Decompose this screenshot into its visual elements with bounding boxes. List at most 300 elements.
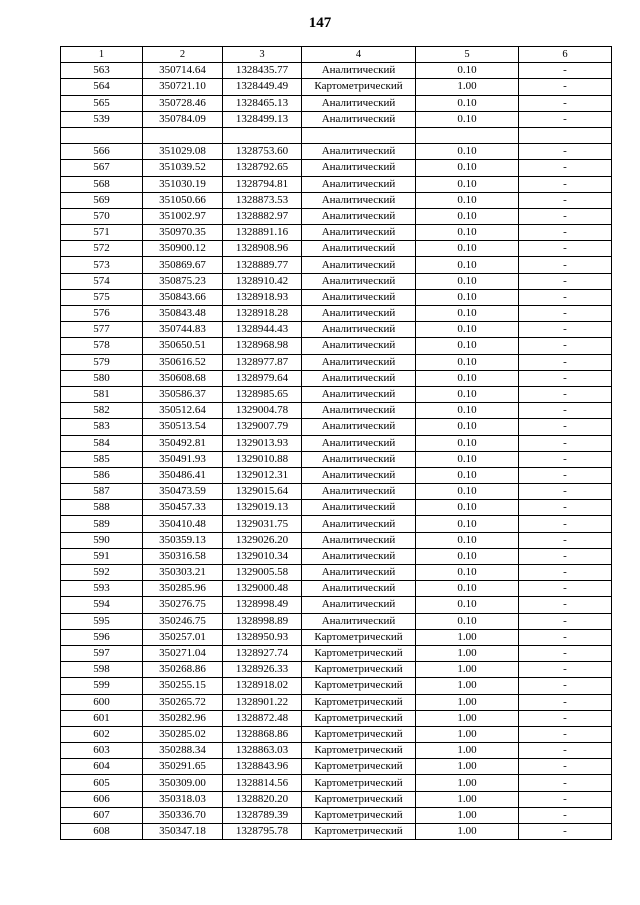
cell-note: -	[519, 273, 612, 289]
cell-coord-x: 350265.72	[143, 694, 223, 710]
cell-point-number: 571	[61, 225, 143, 241]
cell-point-number	[61, 127, 143, 143]
cell-coord-y: 1328998.89	[223, 613, 302, 629]
cell-point-number: 589	[61, 516, 143, 532]
cell-coord-x: 350336.70	[143, 807, 223, 823]
cell-note: -	[519, 241, 612, 257]
cell-method: Аналитический	[302, 95, 416, 111]
cell-coord-x: 350282.96	[143, 710, 223, 726]
cell-coord-x: 350246.75	[143, 613, 223, 629]
cell-method: Картометрический	[302, 710, 416, 726]
cell-coord-x: 350316.58	[143, 548, 223, 564]
cell-accuracy: 0.10	[416, 532, 519, 548]
cell-method: Картометрический	[302, 791, 416, 807]
cell-coord-x: 350288.34	[143, 743, 223, 759]
table-row	[61, 241, 612, 257]
cell-note: -	[519, 419, 612, 435]
cell-coord-y: 1328979.64	[223, 370, 302, 386]
cell-note: -	[519, 354, 612, 370]
cell-point-number: 605	[61, 775, 143, 791]
cell-point-number: 596	[61, 629, 143, 645]
cell-point-number: 588	[61, 500, 143, 516]
table-row	[61, 451, 612, 467]
column-header: 6	[519, 47, 612, 63]
cell-coord-y: 1329019.13	[223, 500, 302, 516]
cell-coord-y: 1329026.20	[223, 532, 302, 548]
cell-point-number: 597	[61, 645, 143, 661]
cell-method: Аналитический	[302, 144, 416, 160]
cell-note: -	[519, 322, 612, 338]
cell-coord-x: 350257.01	[143, 629, 223, 645]
cell-coord-x: 350512.64	[143, 403, 223, 419]
cell-note: -	[519, 548, 612, 564]
column-header: 1	[61, 47, 143, 63]
table-row	[61, 95, 612, 111]
cell-coord-y: 1328872.48	[223, 710, 302, 726]
cell-coord-y: 1328449.49	[223, 79, 302, 95]
table-row	[61, 726, 612, 742]
cell-coord-y: 1328950.93	[223, 629, 302, 645]
cell-coord-x: 350347.18	[143, 824, 223, 840]
cell-coord-y: 1328814.56	[223, 775, 302, 791]
cell-accuracy: 0.10	[416, 565, 519, 581]
cell-coord-y: 1328926.33	[223, 662, 302, 678]
cell-coord-y: 1329004.78	[223, 403, 302, 419]
cell-accuracy: 1.00	[416, 645, 519, 661]
cell-accuracy: 1.00	[416, 791, 519, 807]
cell-method: Аналитический	[302, 597, 416, 613]
cell-accuracy: 0.10	[416, 241, 519, 257]
table-row	[61, 484, 612, 500]
cell-coord-x: 350268.86	[143, 662, 223, 678]
cell-accuracy: 0.10	[416, 160, 519, 176]
table-row	[61, 419, 612, 435]
cell-method: Аналитический	[302, 225, 416, 241]
column-header: 5	[416, 47, 519, 63]
cell-coord-x: 350359.13	[143, 532, 223, 548]
cell-coord-y: 1328789.39	[223, 807, 302, 823]
cell-coord-y: 1329010.88	[223, 451, 302, 467]
cell-point-number: 582	[61, 403, 143, 419]
cell-method: Аналитический	[302, 451, 416, 467]
cell-coord-y: 1328882.97	[223, 208, 302, 224]
cell-note: -	[519, 710, 612, 726]
table-row	[61, 662, 612, 678]
cell-point-number: 572	[61, 241, 143, 257]
cell-method: Аналитический	[302, 63, 416, 79]
cell-point-number: 583	[61, 419, 143, 435]
cell-note: -	[519, 743, 612, 759]
cell-note: -	[519, 613, 612, 629]
cell-coord-x: 350318.03	[143, 791, 223, 807]
cell-note: -	[519, 516, 612, 532]
table-row	[61, 678, 612, 694]
cell-accuracy: 0.10	[416, 306, 519, 322]
cell-note: -	[519, 500, 612, 516]
cell-note: -	[519, 484, 612, 500]
cell-accuracy: 1.00	[416, 678, 519, 694]
coordinates-table	[60, 46, 612, 840]
cell-coord-x: 350616.52	[143, 354, 223, 370]
cell-point-number: 564	[61, 79, 143, 95]
cell-coord-x: 350303.21	[143, 565, 223, 581]
cell-note: -	[519, 824, 612, 840]
cell-coord-x: 350843.66	[143, 289, 223, 305]
cell-coord-y: 1328918.02	[223, 678, 302, 694]
cell-note: -	[519, 144, 612, 160]
cell-note: -	[519, 176, 612, 192]
cell-note	[519, 127, 612, 143]
column-header: 3	[223, 47, 302, 63]
table-row	[61, 338, 612, 354]
cell-note: -	[519, 645, 612, 661]
cell-accuracy: 0.10	[416, 516, 519, 532]
cell-point-number: 578	[61, 338, 143, 354]
cell-coord-x: 350714.64	[143, 63, 223, 79]
cell-coord-y: 1328918.93	[223, 289, 302, 305]
cell-coord-y: 1328908.96	[223, 241, 302, 257]
cell-coord-x: 350784.09	[143, 111, 223, 127]
cell-point-number: 566	[61, 144, 143, 160]
cell-coord-y: 1328435.77	[223, 63, 302, 79]
cell-coord-y: 1328901.22	[223, 694, 302, 710]
cell-point-number: 584	[61, 435, 143, 451]
cell-coord-x: 350900.12	[143, 241, 223, 257]
cell-method: Картометрический	[302, 694, 416, 710]
cell-accuracy: 0.10	[416, 192, 519, 208]
cell-note: -	[519, 257, 612, 273]
cell-note: -	[519, 629, 612, 645]
cell-accuracy: 0.10	[416, 370, 519, 386]
cell-coord-y: 1329031.75	[223, 516, 302, 532]
cell-note: -	[519, 370, 612, 386]
table-row	[61, 759, 612, 775]
cell-accuracy: 0.10	[416, 338, 519, 354]
cell-coord-y: 1328891.16	[223, 225, 302, 241]
cell-coord-x: 350721.10	[143, 79, 223, 95]
cell-coord-y: 1328873.53	[223, 192, 302, 208]
cell-method	[302, 127, 416, 143]
cell-accuracy: 0.10	[416, 257, 519, 273]
cell-accuracy: 1.00	[416, 759, 519, 775]
cell-note: -	[519, 581, 612, 597]
cell-accuracy: 1.00	[416, 743, 519, 759]
table-row	[61, 824, 612, 840]
cell-method: Аналитический	[302, 565, 416, 581]
cell-accuracy: 0.10	[416, 176, 519, 192]
cell-point-number: 604	[61, 759, 143, 775]
cell-point-number: 579	[61, 354, 143, 370]
cell-point-number: 580	[61, 370, 143, 386]
table-row	[61, 225, 612, 241]
cell-coord-y: 1329000.48	[223, 581, 302, 597]
cell-method: Аналитический	[302, 322, 416, 338]
cell-method: Картометрический	[302, 775, 416, 791]
cell-point-number: 595	[61, 613, 143, 629]
cell-coord-x: 350970.35	[143, 225, 223, 241]
cell-method: Аналитический	[302, 403, 416, 419]
cell-point-number: 565	[61, 95, 143, 111]
cell-coord-x: 351050.66	[143, 192, 223, 208]
cell-point-number: 599	[61, 678, 143, 694]
cell-accuracy: 0.10	[416, 403, 519, 419]
cell-coord-x: 350744.83	[143, 322, 223, 338]
cell-method: Аналитический	[302, 581, 416, 597]
cell-method: Аналитический	[302, 516, 416, 532]
cell-method: Картометрический	[302, 759, 416, 775]
table-row	[61, 710, 612, 726]
cell-coord-x: 350869.67	[143, 257, 223, 273]
cell-coord-y: 1328998.49	[223, 597, 302, 613]
cell-coord-x: 350473.59	[143, 484, 223, 500]
cell-accuracy: 0.10	[416, 581, 519, 597]
table-row	[61, 386, 612, 402]
cell-method: Аналитический	[302, 370, 416, 386]
cell-point-number: 598	[61, 662, 143, 678]
table-row	[61, 629, 612, 645]
cell-coord-x: 350586.37	[143, 386, 223, 402]
cell-point-number: 608	[61, 824, 143, 840]
cell-note: -	[519, 225, 612, 241]
cell-coord-y: 1329010.34	[223, 548, 302, 564]
cell-coord-x: 350486.41	[143, 467, 223, 483]
cell-method: Картометрический	[302, 645, 416, 661]
cell-accuracy: 0.10	[416, 484, 519, 500]
cell-method: Картометрический	[302, 79, 416, 95]
cell-note: -	[519, 79, 612, 95]
table-row	[61, 807, 612, 823]
cell-coord-y	[223, 127, 302, 143]
cell-method: Аналитический	[302, 532, 416, 548]
cell-method: Аналитический	[302, 435, 416, 451]
cell-point-number: 607	[61, 807, 143, 823]
cell-coord-x: 351029.08	[143, 144, 223, 160]
table-row	[61, 176, 612, 192]
table-row	[61, 306, 612, 322]
cell-coord-y: 1328863.03	[223, 743, 302, 759]
cell-note: -	[519, 467, 612, 483]
cell-accuracy: 0.10	[416, 273, 519, 289]
cell-method: Аналитический	[302, 289, 416, 305]
cell-point-number: 606	[61, 791, 143, 807]
cell-coord-x: 350457.33	[143, 500, 223, 516]
cell-coord-y: 1329015.64	[223, 484, 302, 500]
table-row	[61, 208, 612, 224]
cell-point-number: 602	[61, 726, 143, 742]
cell-point-number: 573	[61, 257, 143, 273]
cell-accuracy: 1.00	[416, 775, 519, 791]
cell-method: Аналитический	[302, 241, 416, 257]
cell-accuracy: 1.00	[416, 726, 519, 742]
cell-coord-y: 1328968.98	[223, 338, 302, 354]
table-row	[61, 192, 612, 208]
cell-point-number: 593	[61, 581, 143, 597]
cell-coord-y: 1328795.78	[223, 824, 302, 840]
cell-coord-x: 350285.02	[143, 726, 223, 742]
cell-accuracy: 0.10	[416, 225, 519, 241]
table-row	[61, 79, 612, 95]
table-row	[61, 289, 612, 305]
cell-point-number: 586	[61, 467, 143, 483]
table-row	[61, 581, 612, 597]
cell-method: Аналитический	[302, 548, 416, 564]
cell-point-number: 587	[61, 484, 143, 500]
cell-point-number: 585	[61, 451, 143, 467]
cell-coord-x: 350271.04	[143, 645, 223, 661]
column-header: 2	[143, 47, 223, 63]
cell-point-number: 576	[61, 306, 143, 322]
cell-point-number: 591	[61, 548, 143, 564]
cell-coord-x	[143, 127, 223, 143]
cell-note: -	[519, 532, 612, 548]
cell-accuracy: 0.10	[416, 435, 519, 451]
cell-note: -	[519, 111, 612, 127]
cell-coord-y: 1328889.77	[223, 257, 302, 273]
cell-coord-y: 1328465.13	[223, 95, 302, 111]
cell-coord-x: 350875.23	[143, 273, 223, 289]
table-row	[61, 565, 612, 581]
cell-coord-x: 351030.19	[143, 176, 223, 192]
cell-point-number: 592	[61, 565, 143, 581]
table-row	[61, 257, 612, 273]
cell-note: -	[519, 759, 612, 775]
cell-note: -	[519, 289, 612, 305]
cell-accuracy: 1.00	[416, 629, 519, 645]
table-row	[61, 160, 612, 176]
cell-note: -	[519, 160, 612, 176]
cell-method: Аналитический	[302, 111, 416, 127]
cell-note: -	[519, 338, 612, 354]
table-row	[61, 273, 612, 289]
table-row	[61, 548, 612, 564]
cell-accuracy: 0.10	[416, 467, 519, 483]
cell-note: -	[519, 192, 612, 208]
cell-method: Аналитический	[302, 160, 416, 176]
cell-coord-x: 350728.46	[143, 95, 223, 111]
cell-coord-y: 1328927.74	[223, 645, 302, 661]
cell-accuracy: 0.10	[416, 386, 519, 402]
cell-coord-y: 1328910.42	[223, 273, 302, 289]
cell-note: -	[519, 208, 612, 224]
cell-note: -	[519, 403, 612, 419]
cell-accuracy: 0.10	[416, 95, 519, 111]
table-row	[61, 613, 612, 629]
cell-point-number: 577	[61, 322, 143, 338]
table-header-row	[61, 47, 612, 63]
cell-coord-x: 350492.81	[143, 435, 223, 451]
cell-accuracy	[416, 127, 519, 143]
cell-accuracy: 0.10	[416, 548, 519, 564]
cell-coord-y: 1328918.28	[223, 306, 302, 322]
cell-accuracy: 0.10	[416, 419, 519, 435]
cell-coord-y: 1328985.65	[223, 386, 302, 402]
cell-method: Картометрический	[302, 807, 416, 823]
cell-coord-y: 1328794.81	[223, 176, 302, 192]
cell-method: Картометрический	[302, 726, 416, 742]
cell-method: Аналитический	[302, 257, 416, 273]
table-row	[61, 111, 612, 127]
cell-point-number: 575	[61, 289, 143, 305]
cell-accuracy: 0.10	[416, 597, 519, 613]
cell-method: Аналитический	[302, 613, 416, 629]
cell-method: Аналитический	[302, 386, 416, 402]
cell-coord-y: 1328753.60	[223, 144, 302, 160]
table-row	[61, 403, 612, 419]
cell-accuracy: 1.00	[416, 807, 519, 823]
cell-accuracy: 0.10	[416, 111, 519, 127]
cell-method: Аналитический	[302, 273, 416, 289]
cell-point-number: 600	[61, 694, 143, 710]
cell-accuracy: 0.10	[416, 144, 519, 160]
cell-note: -	[519, 807, 612, 823]
cell-coord-x: 350276.75	[143, 597, 223, 613]
cell-method: Картометрический	[302, 743, 416, 759]
cell-note: -	[519, 435, 612, 451]
cell-coord-x: 350513.54	[143, 419, 223, 435]
cell-coord-y: 1328820.20	[223, 791, 302, 807]
cell-accuracy: 1.00	[416, 79, 519, 95]
table-row	[61, 435, 612, 451]
cell-note: -	[519, 678, 612, 694]
cell-note: -	[519, 386, 612, 402]
cell-accuracy: 0.10	[416, 63, 519, 79]
table-row	[61, 500, 612, 516]
cell-point-number: 567	[61, 160, 143, 176]
cell-coord-x: 350291.65	[143, 759, 223, 775]
cell-coord-y: 1328843.96	[223, 759, 302, 775]
table-row	[61, 775, 612, 791]
table-row	[61, 694, 612, 710]
cell-method: Аналитический	[302, 500, 416, 516]
cell-coord-x: 350285.96	[143, 581, 223, 597]
cell-note: -	[519, 791, 612, 807]
cell-coord-x: 351002.97	[143, 208, 223, 224]
table-row	[61, 791, 612, 807]
cell-coord-y: 1328499.13	[223, 111, 302, 127]
cell-note: -	[519, 775, 612, 791]
cell-accuracy: 0.10	[416, 451, 519, 467]
cell-note: -	[519, 63, 612, 79]
table-row	[61, 645, 612, 661]
table-row	[61, 467, 612, 483]
cell-coord-y: 1328977.87	[223, 354, 302, 370]
cell-coord-y: 1328944.43	[223, 322, 302, 338]
cell-point-number: 574	[61, 273, 143, 289]
cell-point-number: 568	[61, 176, 143, 192]
cell-accuracy: 1.00	[416, 662, 519, 678]
cell-accuracy: 0.10	[416, 322, 519, 338]
cell-coord-y: 1328792.65	[223, 160, 302, 176]
cell-accuracy: 1.00	[416, 824, 519, 840]
cell-point-number: 569	[61, 192, 143, 208]
cell-coord-y: 1329005.58	[223, 565, 302, 581]
cell-note: -	[519, 306, 612, 322]
cell-coord-y: 1329013.93	[223, 435, 302, 451]
cell-coord-x: 350843.48	[143, 306, 223, 322]
cell-method: Картометрический	[302, 662, 416, 678]
cell-accuracy: 1.00	[416, 710, 519, 726]
cell-method: Аналитический	[302, 176, 416, 192]
table-row	[61, 144, 612, 160]
cell-method: Аналитический	[302, 306, 416, 322]
cell-note: -	[519, 95, 612, 111]
table-row	[61, 516, 612, 532]
cell-method: Картометрический	[302, 629, 416, 645]
cell-coord-x: 351039.52	[143, 160, 223, 176]
table-row	[61, 532, 612, 548]
cell-method: Аналитический	[302, 354, 416, 370]
table-row	[61, 322, 612, 338]
